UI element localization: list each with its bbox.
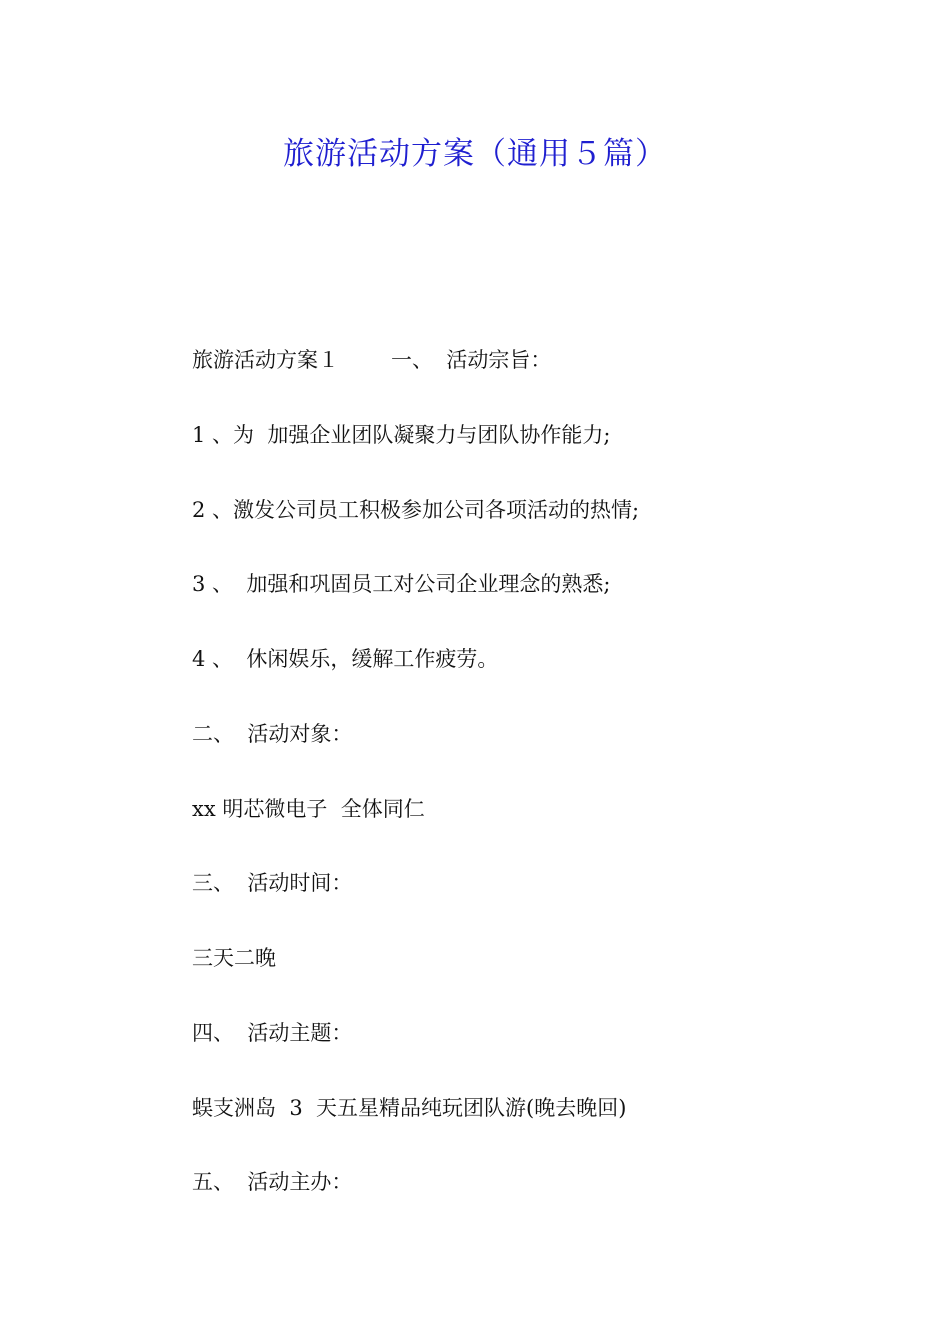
list-item-purpose-2: 2 、激发公司员工积极参加公司各项活动的热情; (192, 498, 640, 522)
section-heading-participants: 二、 活动对象： (192, 722, 353, 746)
paragraph-plan-heading (192, 346, 551, 374)
plan-number-label: 旅游活动方案１ (192, 348, 339, 372)
paragraph-participants: xx 明芯微电子 全体同仁 (192, 797, 425, 821)
paragraph-time: 三天二晚 (192, 946, 276, 970)
paragraph-theme: 蜈支洲岛 3 天五星精品纯玩团队游(晚去晚回) (192, 1096, 627, 1120)
list-item-purpose-4: 4 、 休闲娱乐，缓解工作疲劳。 (192, 647, 499, 671)
section-heading-organizer: 五、 活动主办： (192, 1170, 353, 1194)
section-heading-time: 三、 活动时间： (192, 871, 353, 895)
section-heading-purpose: 一、 活动宗旨： (391, 348, 552, 372)
section-heading-theme: 四、 活动主题： (192, 1021, 353, 1045)
document-title: 旅游活动方案（通用５篇） (283, 136, 667, 172)
list-item-purpose-3: 3 、 加强和巩固员工对公司企业理念的熟悉; (192, 572, 611, 596)
list-item-purpose-1: 1 、为 加强企业团队凝聚力与团队协作能力; (192, 423, 611, 447)
